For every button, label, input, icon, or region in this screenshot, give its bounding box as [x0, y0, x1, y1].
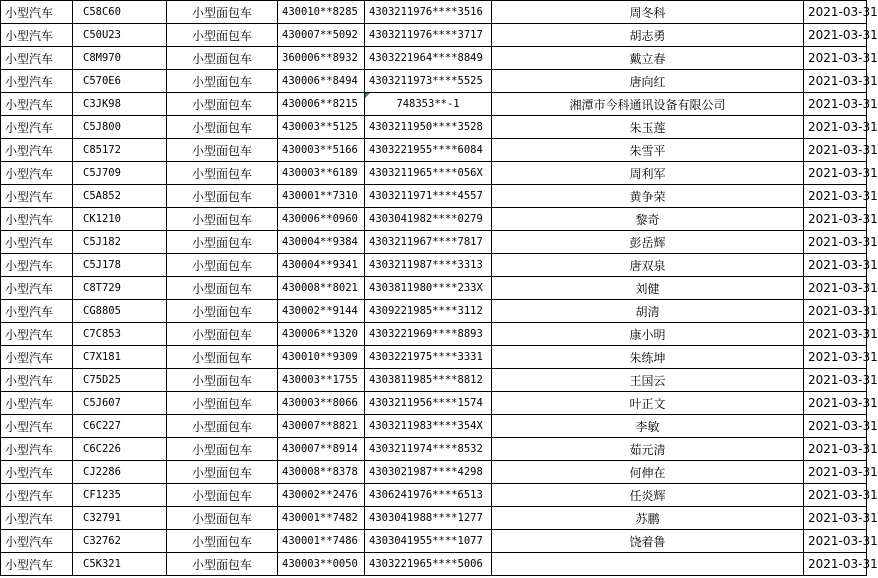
plate-cell[interactable]: C5K321	[73, 553, 167, 576]
owner-name-cell[interactable]: 饶着鲁	[492, 530, 804, 553]
vehicle-type-cell[interactable]: 小型面包车	[167, 185, 278, 208]
vehicle-type-cell[interactable]: 小型面包车	[167, 346, 278, 369]
plate-cell[interactable]: CG8805	[73, 300, 167, 323]
plate-cell[interactable]: C5J182	[73, 231, 167, 254]
table-row[interactable]	[1, 461, 867, 484]
vehicle-class-cell[interactable]: 小型汽车	[1, 162, 73, 185]
date-cell[interactable]: 2021-03-31	[804, 24, 867, 47]
owner-name-cell[interactable]: 何伸在	[492, 461, 804, 484]
code-cell[interactable]: 430010**9309	[278, 346, 365, 369]
vehicle-type-cell[interactable]: 小型面包车	[167, 139, 278, 162]
vehicle-type-cell[interactable]: 小型面包车	[167, 93, 278, 116]
id-number-cell[interactable]: 4303021987****4298	[365, 461, 492, 484]
plate-cell[interactable]: C58C60	[73, 1, 167, 24]
plate-cell[interactable]: C7X181	[73, 346, 167, 369]
table-row[interactable]	[1, 553, 867, 576]
id-number-cell[interactable]: 4303211974****8532	[365, 438, 492, 461]
vehicle-type-cell[interactable]: 小型面包车	[167, 254, 278, 277]
code-cell[interactable]: 430003**0050	[278, 553, 365, 576]
vehicle-class-cell[interactable]: 小型汽车	[1, 1, 73, 24]
date-cell[interactable]: 2021-03-31	[804, 438, 867, 461]
vehicle-type-cell[interactable]: 小型面包车	[167, 162, 278, 185]
date-cell[interactable]: 2021-03-31	[804, 208, 867, 231]
vehicle-type-cell[interactable]: 小型面包车	[167, 323, 278, 346]
owner-name-cell[interactable]: 朱雪平	[492, 139, 804, 162]
id-number-cell[interactable]: 4303041982****0279	[365, 208, 492, 231]
table-row[interactable]	[1, 93, 867, 116]
id-number-cell[interactable]: 4306241976****6513	[365, 484, 492, 507]
code-cell[interactable]: 430003**1755	[278, 369, 365, 392]
plate-cell[interactable]: C85172	[73, 139, 167, 162]
table-body	[1, 1, 878, 576]
id-number-cell[interactable]: 4303211987****3313	[365, 254, 492, 277]
table-row[interactable]	[1, 323, 867, 346]
vehicle-type-cell[interactable]: 小型面包车	[167, 369, 278, 392]
vehicle-type-cell[interactable]: 小型面包车	[167, 70, 278, 93]
vehicle-type-cell[interactable]: 小型面包车	[167, 392, 278, 415]
plate-cell[interactable]: C5A852	[73, 185, 167, 208]
date-cell[interactable]: 2021-03-31	[804, 484, 867, 507]
id-number-cell[interactable]: 4303811985****8812	[365, 369, 492, 392]
owner-name-cell[interactable]: 彭岳辉	[492, 231, 804, 254]
table-row[interactable]	[1, 139, 867, 162]
id-number-cell[interactable]: 4303041955****1077	[365, 530, 492, 553]
owner-name-cell[interactable]: 周利军	[492, 162, 804, 185]
vehicle-type-cell[interactable]: 小型面包车	[167, 277, 278, 300]
date-cell[interactable]: 2021-03-31	[804, 47, 867, 70]
vehicle-type-cell[interactable]: 小型面包车	[167, 530, 278, 553]
vehicle-type-cell[interactable]: 小型面包车	[167, 208, 278, 231]
table-row[interactable]	[1, 530, 867, 553]
plate-cell[interactable]: C5J178	[73, 254, 167, 277]
id-number-cell[interactable]: 4303221965****5006	[365, 553, 492, 576]
plate-cell[interactable]: C8M970	[73, 47, 167, 70]
owner-name-cell[interactable]: 康小明	[492, 323, 804, 346]
vehicle-class-cell[interactable]: 小型汽车	[1, 300, 73, 323]
vehicle-type-cell[interactable]: 小型面包车	[167, 24, 278, 47]
vehicle-class-cell[interactable]: 小型汽车	[1, 254, 73, 277]
owner-name-cell[interactable]: 李敏	[492, 415, 804, 438]
vehicle-class-cell[interactable]: 小型汽车	[1, 438, 73, 461]
code-cell[interactable]: 430003**8066	[278, 392, 365, 415]
vehicle-type-cell[interactable]: 小型面包车	[167, 300, 278, 323]
date-cell[interactable]: 2021-03-31	[804, 70, 867, 93]
date-cell[interactable]: 2021-03-31	[804, 415, 867, 438]
date-cell[interactable]: 2021-03-31	[804, 277, 867, 300]
date-cell[interactable]: 2021-03-31	[804, 254, 867, 277]
table-row[interactable]	[1, 70, 867, 93]
table-row[interactable]	[1, 231, 867, 254]
owner-name-cell[interactable]: 胡志勇	[492, 24, 804, 47]
vehicle-class-cell[interactable]: 小型汽车	[1, 484, 73, 507]
owner-name-cell[interactable]: 周冬科	[492, 1, 804, 24]
id-number-cell[interactable]: 4303211971****4557	[365, 185, 492, 208]
date-cell[interactable]: 2021-03-31	[804, 369, 867, 392]
table-row[interactable]	[1, 507, 867, 530]
table-row[interactable]	[1, 208, 867, 231]
code-cell[interactable]: 430001**7482	[278, 507, 365, 530]
id-number-cell[interactable]: 748353**-1	[365, 93, 492, 116]
owner-name-cell[interactable]: 唐向红	[492, 70, 804, 93]
vehicle-class-cell[interactable]: 小型汽车	[1, 415, 73, 438]
plate-cell[interactable]: CF1235	[73, 484, 167, 507]
id-number-cell[interactable]: 4303041988****1277	[365, 507, 492, 530]
vehicle-class-cell[interactable]: 小型汽车	[1, 24, 73, 47]
vehicle-type-cell[interactable]: 小型面包车	[167, 415, 278, 438]
plate-cell[interactable]: C3JK98	[73, 93, 167, 116]
date-cell[interactable]: 2021-03-31	[804, 507, 867, 530]
vehicle-class-cell[interactable]: 小型汽车	[1, 185, 73, 208]
vehicle-type-cell[interactable]: 小型面包车	[167, 507, 278, 530]
code-cell[interactable]: 430003**5125	[278, 116, 365, 139]
date-cell[interactable]: 2021-03-31	[804, 392, 867, 415]
code-cell[interactable]: 430002**9144	[278, 300, 365, 323]
code-cell[interactable]: 430006**8494	[278, 70, 365, 93]
owner-name-cell[interactable]: 朱练坤	[492, 346, 804, 369]
table-row[interactable]	[1, 254, 867, 277]
table-row[interactable]	[1, 415, 867, 438]
owner-name-cell[interactable]: 朱玉莲	[492, 116, 804, 139]
date-cell[interactable]: 2021-03-31	[804, 461, 867, 484]
id-number-cell[interactable]: 4303221969****8893	[365, 323, 492, 346]
table-row[interactable]	[1, 369, 867, 392]
table-row[interactable]	[1, 116, 867, 139]
vehicle-type-cell[interactable]: 小型面包车	[167, 1, 278, 24]
plate-cell[interactable]: C50U23	[73, 24, 167, 47]
id-number-cell[interactable]: 4303211967****7817	[365, 231, 492, 254]
code-cell[interactable]: 430004**9341	[278, 254, 365, 277]
plate-cell[interactable]: C32791	[73, 507, 167, 530]
id-number-cell[interactable]: 4303211976****3516	[365, 1, 492, 24]
vehicle-class-cell[interactable]: 小型汽车	[1, 553, 73, 576]
plate-cell[interactable]: C8T729	[73, 277, 167, 300]
vehicle-class-cell[interactable]: 小型汽车	[1, 369, 73, 392]
plate-cell[interactable]: C6C226	[73, 438, 167, 461]
owner-name-cell[interactable]: 茹元清	[492, 438, 804, 461]
date-cell[interactable]: 2021-03-31	[804, 116, 867, 139]
id-number-cell[interactable]: 4303221964****8849	[365, 47, 492, 70]
plate-cell[interactable]: C570E6	[73, 70, 167, 93]
vehicle-class-cell[interactable]: 小型汽车	[1, 346, 73, 369]
table-row[interactable]	[1, 277, 867, 300]
code-cell[interactable]: 430002**2476	[278, 484, 365, 507]
date-cell[interactable]: 2021-03-31	[804, 162, 867, 185]
id-number-cell[interactable]: 4303211976****3717	[365, 24, 492, 47]
table-row[interactable]	[1, 47, 867, 70]
vehicle-class-cell[interactable]: 小型汽车	[1, 116, 73, 139]
code-cell[interactable]: 430006**0960	[278, 208, 365, 231]
code-cell[interactable]: 430007**8821	[278, 415, 365, 438]
plate-cell[interactable]: CJ2286	[73, 461, 167, 484]
id-number-cell[interactable]: 4303811980****233X	[365, 277, 492, 300]
table-row[interactable]	[1, 185, 867, 208]
plate-cell[interactable]: C32762	[73, 530, 167, 553]
vehicle-class-cell[interactable]: 小型汽车	[1, 139, 73, 162]
plate-cell[interactable]: C5J607	[73, 392, 167, 415]
date-cell[interactable]: 2021-03-31	[804, 323, 867, 346]
code-cell[interactable]: 430004**9384	[278, 231, 365, 254]
owner-name-cell[interactable]: 黄争荣	[492, 185, 804, 208]
vehicle-class-cell[interactable]: 小型汽车	[1, 277, 73, 300]
table-row[interactable]	[1, 1, 867, 24]
owner-name-cell[interactable]: 湘潭市今科通讯设备有限公司	[492, 93, 804, 116]
id-number-cell[interactable]: 4303211950****3528	[365, 116, 492, 139]
table-row[interactable]	[1, 346, 867, 369]
vehicle-class-cell[interactable]: 小型汽车	[1, 93, 73, 116]
id-number-cell[interactable]: 4303211983****354X	[365, 415, 492, 438]
vehicle-class-cell[interactable]: 小型汽车	[1, 392, 73, 415]
date-cell[interactable]: 2021-03-31	[804, 1, 867, 24]
vehicle-class-cell[interactable]: 小型汽车	[1, 530, 73, 553]
id-number-cell[interactable]: 4303221955****6084	[365, 139, 492, 162]
code-cell[interactable]: 430008**8378	[278, 461, 365, 484]
id-number-cell[interactable]: 4303221975****3331	[365, 346, 492, 369]
vehicle-class-cell[interactable]: 小型汽车	[1, 231, 73, 254]
date-cell[interactable]: 2021-03-31	[804, 185, 867, 208]
plate-cell[interactable]: C75D25	[73, 369, 167, 392]
owner-name-cell[interactable]: 胡清	[492, 300, 804, 323]
owner-name-cell[interactable]: 黎奇	[492, 208, 804, 231]
vehicle-class-cell[interactable]: 小型汽车	[1, 208, 73, 231]
date-cell[interactable]: 2021-03-31	[804, 530, 867, 553]
vehicle-type-cell[interactable]: 小型面包车	[167, 484, 278, 507]
vehicle-type-cell[interactable]: 小型面包车	[167, 116, 278, 139]
plate-cell[interactable]: C7C853	[73, 323, 167, 346]
owner-name-cell[interactable]: 唐双泉	[492, 254, 804, 277]
code-cell[interactable]: 430008**8021	[278, 277, 365, 300]
vehicle-class-cell[interactable]: 小型汽车	[1, 461, 73, 484]
vehicle-type-cell[interactable]: 小型面包车	[167, 231, 278, 254]
vehicle-type-cell[interactable]: 小型面包车	[167, 461, 278, 484]
date-cell[interactable]: 2021-03-31	[804, 139, 867, 162]
table-row[interactable]	[1, 162, 867, 185]
code-cell[interactable]: 430006**1320	[278, 323, 365, 346]
vehicle-type-cell[interactable]: 小型面包车	[167, 438, 278, 461]
table-row[interactable]	[1, 484, 867, 507]
owner-name-cell[interactable]	[492, 553, 804, 576]
owner-name-cell[interactable]: 任炎辉	[492, 484, 804, 507]
table-row[interactable]	[1, 300, 867, 323]
vehicle-class-cell[interactable]: 小型汽车	[1, 70, 73, 93]
vehicle-class-cell[interactable]: 小型汽车	[1, 507, 73, 530]
owner-name-cell[interactable]: 刘健	[492, 277, 804, 300]
table-row[interactable]	[1, 438, 867, 461]
code-cell[interactable]: 360006**8932	[278, 47, 365, 70]
id-number-cell[interactable]: 4303211956****1574	[365, 392, 492, 415]
id-number-cell[interactable]: 4309221985****3112	[365, 300, 492, 323]
table-row[interactable]	[1, 392, 867, 415]
code-cell[interactable]: 430007**8914	[278, 438, 365, 461]
plate-cell[interactable]: C5J800	[73, 116, 167, 139]
code-cell[interactable]: 430001**7310	[278, 185, 365, 208]
owner-name-cell[interactable]: 苏鹏	[492, 507, 804, 530]
table-row[interactable]	[1, 24, 867, 47]
vehicle-type-cell[interactable]: 小型面包车	[167, 47, 278, 70]
id-number-cell[interactable]: 4303211973****5525	[365, 70, 492, 93]
vehicle-class-cell[interactable]: 小型汽车	[1, 323, 73, 346]
date-cell[interactable]: 2021-03-31	[804, 553, 867, 576]
code-cell[interactable]: 430010**8285	[278, 1, 365, 24]
code-cell[interactable]: 430003**6189	[278, 162, 365, 185]
plate-cell[interactable]: CK1210	[73, 208, 167, 231]
vehicle-type-cell[interactable]: 小型面包车	[167, 553, 278, 576]
owner-name-cell[interactable]: 戴立春	[492, 47, 804, 70]
id-number-cell[interactable]: 4303211965****056X	[365, 162, 492, 185]
vehicle-class-cell[interactable]: 小型汽车	[1, 47, 73, 70]
code-cell[interactable]: 430003**5166	[278, 139, 365, 162]
date-cell[interactable]: 2021-03-31	[804, 346, 867, 369]
code-cell[interactable]: 430001**7486	[278, 530, 365, 553]
code-cell[interactable]: 430006**8215	[278, 93, 365, 116]
owner-name-cell[interactable]: 叶正文	[492, 392, 804, 415]
plate-cell[interactable]: C5J709	[73, 162, 167, 185]
date-cell[interactable]: 2021-03-31	[804, 300, 867, 323]
code-cell[interactable]: 430007**5092	[278, 24, 365, 47]
date-cell[interactable]: 2021-03-31	[804, 93, 867, 116]
plate-cell[interactable]: C6C227	[73, 415, 167, 438]
owner-name-cell[interactable]: 王国云	[492, 369, 804, 392]
date-cell[interactable]: 2021-03-31	[804, 231, 867, 254]
